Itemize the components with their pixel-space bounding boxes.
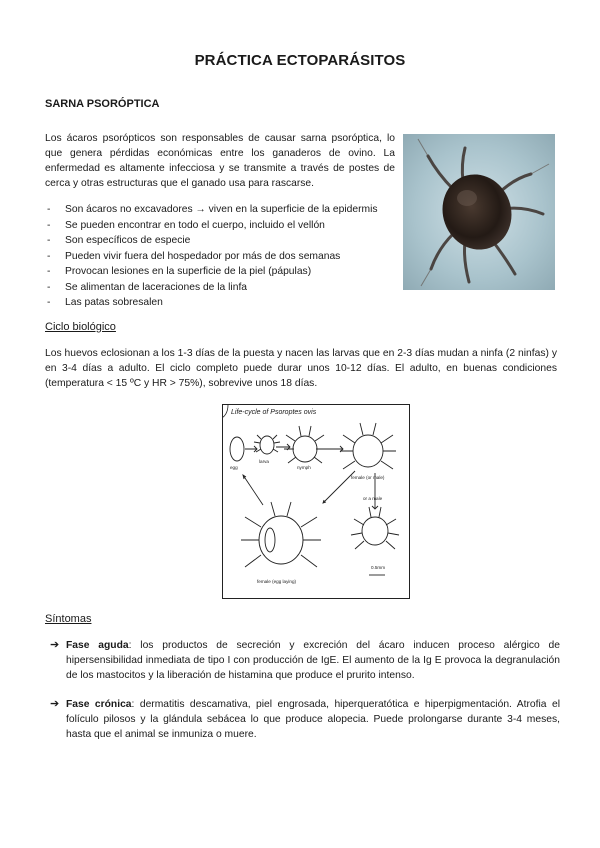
mite-photo-drawing <box>403 134 555 290</box>
label-female-or-male: female (or male) <box>351 475 385 480</box>
list-item-text: Provocan lesiones en la superficie de la piel (pápulas) <box>65 266 312 277</box>
bullet-dash: - <box>47 266 51 277</box>
list-item <box>45 233 405 249</box>
features-list <box>45 202 405 311</box>
list-item <box>45 202 405 218</box>
cycle-paragraph: Los huevos eclosionan a los 1-3 días de la puesta y nacen las larvas que en 2-3 días mudan a ninfa (2 ninfas) y en 3-4 días a adulto. El ciclo completo puede durar unos 10-12 días. El adulto, en buenas condiciones (temperatura < 15 ºC y HR > 75%), sobrevive unos 18 días. <box>45 348 557 389</box>
list-item-text: Pueden vivir fuera del hospedador por más de dos semanas <box>65 250 341 262</box>
symptom-term: Fase crónica <box>66 699 132 710</box>
page-title: PRÁCTICA ECTOPARÁSITOS <box>194 52 406 69</box>
symptom-text: : dermatitis descamativa, piel engrosada, hiperqueratótica e hiperpigmentación. Atrofia el folículo pilosos y la glándula sebácea lo que produce alopecia. Puede prolongarse durante 3-4 meses, hasta que el animal se inmuniza o muere. <box>66 699 560 740</box>
mite-photo <box>403 134 555 290</box>
list-item-text: Las patas sobresalen <box>65 297 163 308</box>
arrow-icon: ➔ <box>50 698 60 710</box>
symptom-chronic <box>45 697 560 742</box>
cycle-heading: Ciclo biológico <box>45 321 116 333</box>
label-scale: 0.5mm <box>371 565 386 570</box>
bullet-dash: - <box>47 219 51 231</box>
list-item-text: Se alimentan de laceraciones de la linfa <box>65 281 248 293</box>
symptom-acute <box>45 638 560 683</box>
bullet-dash: - <box>47 297 51 308</box>
label-nymph: nymph <box>297 465 311 470</box>
label-egg: egg <box>230 465 238 470</box>
intro-paragraph: Los ácaros psorópticos son responsables de causar sarna psoróptica, lo que genera pérdidas económicas entre los ganaderos de ovino. La enfermedad es altamente infecciosa y se transmite a través de postes de cerca y otras estructuras que el ganado usa para rascarse. <box>45 133 395 189</box>
label-or-a-male: or a male <box>363 496 383 501</box>
label-larva: larva <box>259 459 269 464</box>
symptom-text: : los productos de secreción y excreción del ácaro inducen proceso alérgico de hipersensibilidad inmediata de tipo I con producción de IgE. El aumento de la Ig E provoca la degranulación de los mastocitos y la liberación de histamina que produce el prurito intenso. <box>66 640 560 681</box>
symptom-term: Fase aguda <box>66 640 129 651</box>
bullet-dash: - <box>47 250 51 262</box>
section-heading: SARNA PSORÓPTICA <box>45 98 160 110</box>
list-item <box>45 249 405 265</box>
list-item-text: Son ácaros no excavadores → viven en la superficie de la epidermis <box>65 204 378 215</box>
bullet-dash: - <box>47 281 51 293</box>
bullet-dash: - <box>47 204 51 215</box>
diagram-title: Life-cycle of Psoroptes ovis <box>231 409 317 416</box>
label-female-egg-laying: female (egg laying) <box>257 579 297 584</box>
list-item-text: Se pueden encontrar en todo el cuerpo, incluido el vellón <box>65 219 325 231</box>
list-item <box>45 295 405 311</box>
list-item-text: Son específicos de especie <box>65 235 191 246</box>
symptoms-heading: Síntomas <box>45 613 92 625</box>
list-item <box>45 264 405 280</box>
arrow-icon: ➔ <box>50 639 60 651</box>
life-cycle-diagram <box>222 404 410 599</box>
bullet-dash: - <box>47 235 51 246</box>
list-item <box>45 218 405 234</box>
list-item <box>45 280 405 296</box>
